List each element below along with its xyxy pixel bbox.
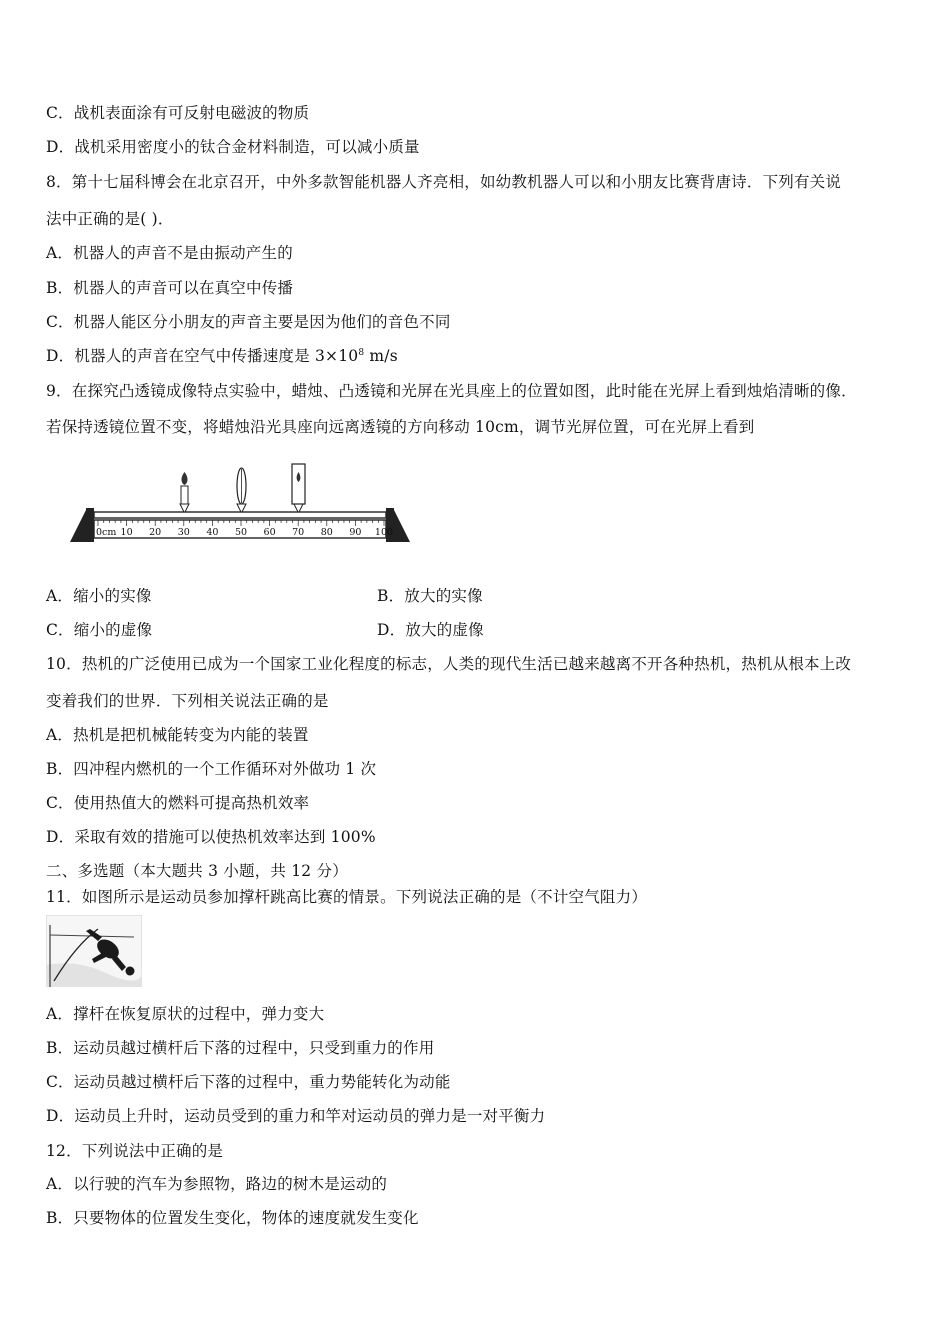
q9-stem-line1: 9．在探究凸透镜成像特点实验中，蜡烛、凸透镜和光屏在光具座上的位置如图，此时能在光屏上看到烛焰清晰的像．: [46, 382, 857, 400]
q10-stem-line2: 变着我们的世界．下列相关说法正确的是: [46, 692, 329, 710]
q9-stem-line2: 若保持透镜位置不变，将蜡烛沿光具座向远离透镜的方向移动 10cm，调节光屏位置，可在光屏上看到: [46, 418, 755, 436]
scale-tick-label: 70: [292, 527, 305, 538]
scale-tick-label: 90: [349, 527, 362, 538]
q11-option-a: A．撑杆在恢复原状的过程中，弹力变大: [46, 1005, 325, 1023]
optical-bench-diagram: [66, 458, 414, 548]
scale-tick-label: 50: [234, 527, 248, 538]
light-screen: [292, 464, 305, 512]
q8-stem-line1: 8．第十七届科博会在北京召开，中外多款智能机器人齐亮相，如幼教机器人可以和小朋友比赛背唐诗．下列有关说: [46, 173, 842, 191]
q8-option-a: A．机器人的声音不是由振动产生的: [46, 244, 293, 262]
scale-tick-label: 10: [120, 527, 133, 538]
scale-tick-label: 40: [206, 527, 219, 538]
q12-option-a: A．以行驶的汽车为参照物，路边的树木是运动的: [46, 1175, 388, 1193]
q8-stem-line2: 法中正确的是( )．: [46, 210, 174, 228]
q9-option-a: A．缩小的实像: [46, 587, 152, 605]
pole-vault-photo: [46, 915, 142, 987]
scale-tick-label: 100: [374, 527, 394, 538]
q9-option-d: D．放大的虚像: [377, 621, 484, 639]
q12-option-b: B．只要物体的位置发生变化，物体的速度就发生变化: [46, 1209, 419, 1227]
q11-option-c: C．运动员越过横杆后下落的过程中，重力势能转化为动能: [46, 1073, 451, 1091]
q8-option-c: C．机器人能区分小朋友的声音主要是因为他们的音色不同: [46, 313, 451, 331]
section-title: 二、多选题（本大题共 3 小题，共 12 分）: [46, 862, 348, 880]
candle: [180, 472, 189, 512]
q10-stem-line1: 10．热机的广泛使用已成为一个国家工业化程度的标志，人类的现代生活已越来越离不开各种热机，热机从根本上改: [46, 655, 852, 673]
convex-lens: [237, 468, 246, 512]
q11-stem: 11．如图所示是运动员参加撑杆跳高比赛的情景。下列说法正确的是（不计空气阻力）: [46, 888, 648, 906]
q9-option-b: B．放大的实像: [377, 587, 483, 605]
q11-option-d: D．运动员上升时，运动员受到的重力和竿对运动员的弹力是一对平衡力: [46, 1107, 546, 1125]
scale-tick-label: 80: [320, 527, 333, 538]
q10-option-d: D．采取有效的措施可以使热机效率达到 100%: [46, 828, 376, 846]
q10-option-c: C．使用热值大的燃料可提高热机效率: [46, 794, 310, 812]
scale-tick-label: 60: [263, 527, 276, 538]
candle-flame-icon: [181, 472, 187, 485]
q8-option-b: B．机器人的声音可以在真空中传播: [46, 279, 294, 297]
q7-option-d: D．战机采用密度小的钛合金材料制造，可以减小质量: [46, 138, 420, 156]
scale-unit-label: 0cm: [96, 527, 117, 538]
q12-stem: 12．下列说法中正确的是: [46, 1142, 224, 1160]
bench-left-post: [86, 508, 94, 540]
q10-option-a: A．热机是把机械能转变为内能的装置: [46, 726, 309, 744]
q10-option-b: B．四冲程内燃机的一个工作循环对外做功 1 次: [46, 760, 377, 778]
q9-option-c: C．缩小的虚像: [46, 621, 153, 639]
q11-option-b: B．运动员越过横杆后下落的过程中，只受到重力的作用: [46, 1039, 435, 1057]
q8-option-d: D．机器人的声音在空气中传播速度是 $3\times 10^8$ m/s: [46, 347, 398, 365]
bench-rail: [94, 512, 386, 518]
q7-option-c: C．战机表面涂有可反射电磁波的物质: [46, 104, 310, 122]
scale-tick-label: 20: [149, 527, 162, 538]
scale-tick-label: 30: [177, 527, 190, 538]
